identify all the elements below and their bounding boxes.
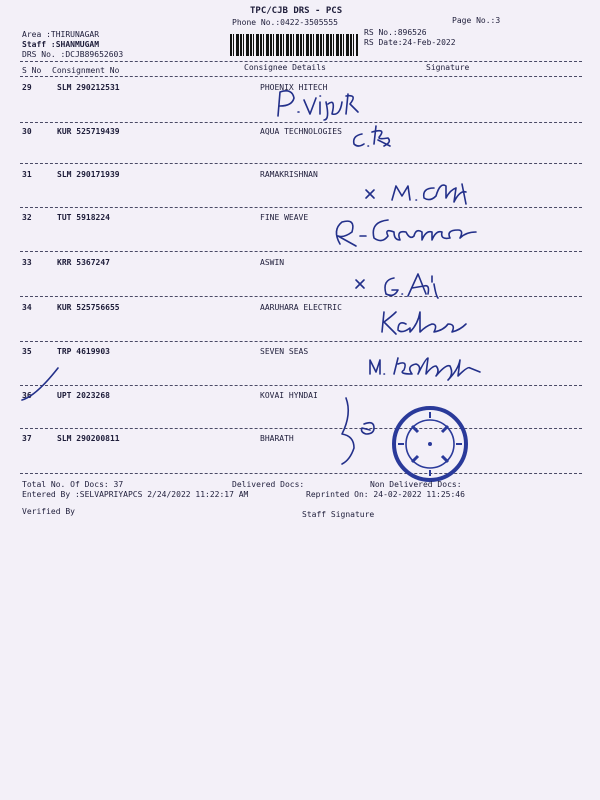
row-sno: 31: [22, 170, 32, 179]
rs-date: RS Date:24-Feb-2022: [364, 38, 456, 47]
row-sno: 29: [22, 83, 32, 92]
rs-number: RS No.:896526: [364, 28, 427, 37]
area-field: Area :THIRUNAGAR: [22, 30, 100, 39]
row-sno: 34: [22, 303, 32, 312]
entered-by: Entered By :SELVAPRIYAPCS 2/24/2022 11:22:17 AM: [22, 490, 249, 499]
row-consignee: KOVAI HYNDAI: [260, 391, 318, 400]
staff-signature-label: Staff Signature: [302, 510, 375, 519]
row-sno: 33: [22, 258, 32, 267]
row-consignment: SLM 290200811: [57, 434, 120, 443]
row-sno: 32: [22, 213, 32, 222]
col-consignee: Consignee Details: [244, 63, 326, 72]
staff-field: Staff :SHANMUGAM: [22, 40, 100, 49]
row-consignment: KUR 525756655: [57, 303, 120, 312]
table-row: [0, 434, 600, 478]
company-stamp: [388, 402, 472, 486]
row-consignee: AQUA TECHNOLOGIES: [260, 127, 342, 136]
signature-row-29: [270, 86, 360, 122]
signature-row-33: [352, 268, 442, 302]
col-consignment: Consignment No: [52, 66, 120, 75]
col-sno: S No: [22, 66, 42, 75]
reprinted-on: Reprinted On: 24-02-2022 11:25:46: [306, 490, 465, 499]
row-consignment: TRP 4619903: [57, 347, 110, 356]
document-title: TPC/CJB DRS - PCS: [250, 6, 343, 16]
row-consignee: RAMAKRISHNAN: [260, 170, 318, 179]
row-sno: 30: [22, 127, 32, 136]
total-docs: Total No. Of Docs: 37: [22, 480, 124, 489]
row-consignment: KUR 525719439: [57, 127, 120, 136]
row-consignee: ASWIN: [260, 258, 285, 267]
row-consignee: SEVEN SEAS: [260, 347, 309, 356]
row-sno: 35: [22, 347, 32, 356]
row-consignment: SLM 290171939: [57, 170, 120, 179]
table-row: [0, 127, 600, 171]
row-sno: 37: [22, 434, 32, 443]
signature-row-34: [374, 306, 474, 338]
phone-number: Phone No.:0422-3505555: [232, 18, 338, 27]
col-signature: Signature: [426, 63, 470, 72]
delivered-docs: Delivered Docs:: [232, 480, 305, 489]
drs-number: DRS No. :DCJB89652603: [22, 50, 124, 59]
signature-row-32: [326, 210, 486, 252]
row-consignee: BHARATH: [260, 434, 294, 443]
signature-row-31: [362, 178, 482, 208]
row-consignment: UPT 2023268: [57, 391, 110, 400]
row-consignment: TUT 5918224: [57, 213, 110, 222]
signature-row-30: [348, 122, 398, 152]
barcode: [230, 34, 358, 56]
row-consignment: KRR 5367247: [57, 258, 110, 267]
row-consignee: PHOENIX HITECH: [260, 83, 328, 92]
page-number: Page No.:3: [452, 16, 501, 25]
row-consignment: SLM 290212531: [57, 83, 120, 92]
verified-by: Verified By: [22, 507, 75, 516]
signature-row-35: [364, 350, 494, 382]
row-sno: 36: [22, 391, 32, 400]
row-consignee: AARUHARA ELECTRIC: [260, 303, 342, 312]
non-delivered-docs: Non Delivered Docs:: [370, 480, 462, 489]
tick-mark: [20, 366, 64, 404]
row-consignee: FINE WEAVE: [260, 213, 309, 222]
signature-row-36-37: [326, 394, 386, 474]
